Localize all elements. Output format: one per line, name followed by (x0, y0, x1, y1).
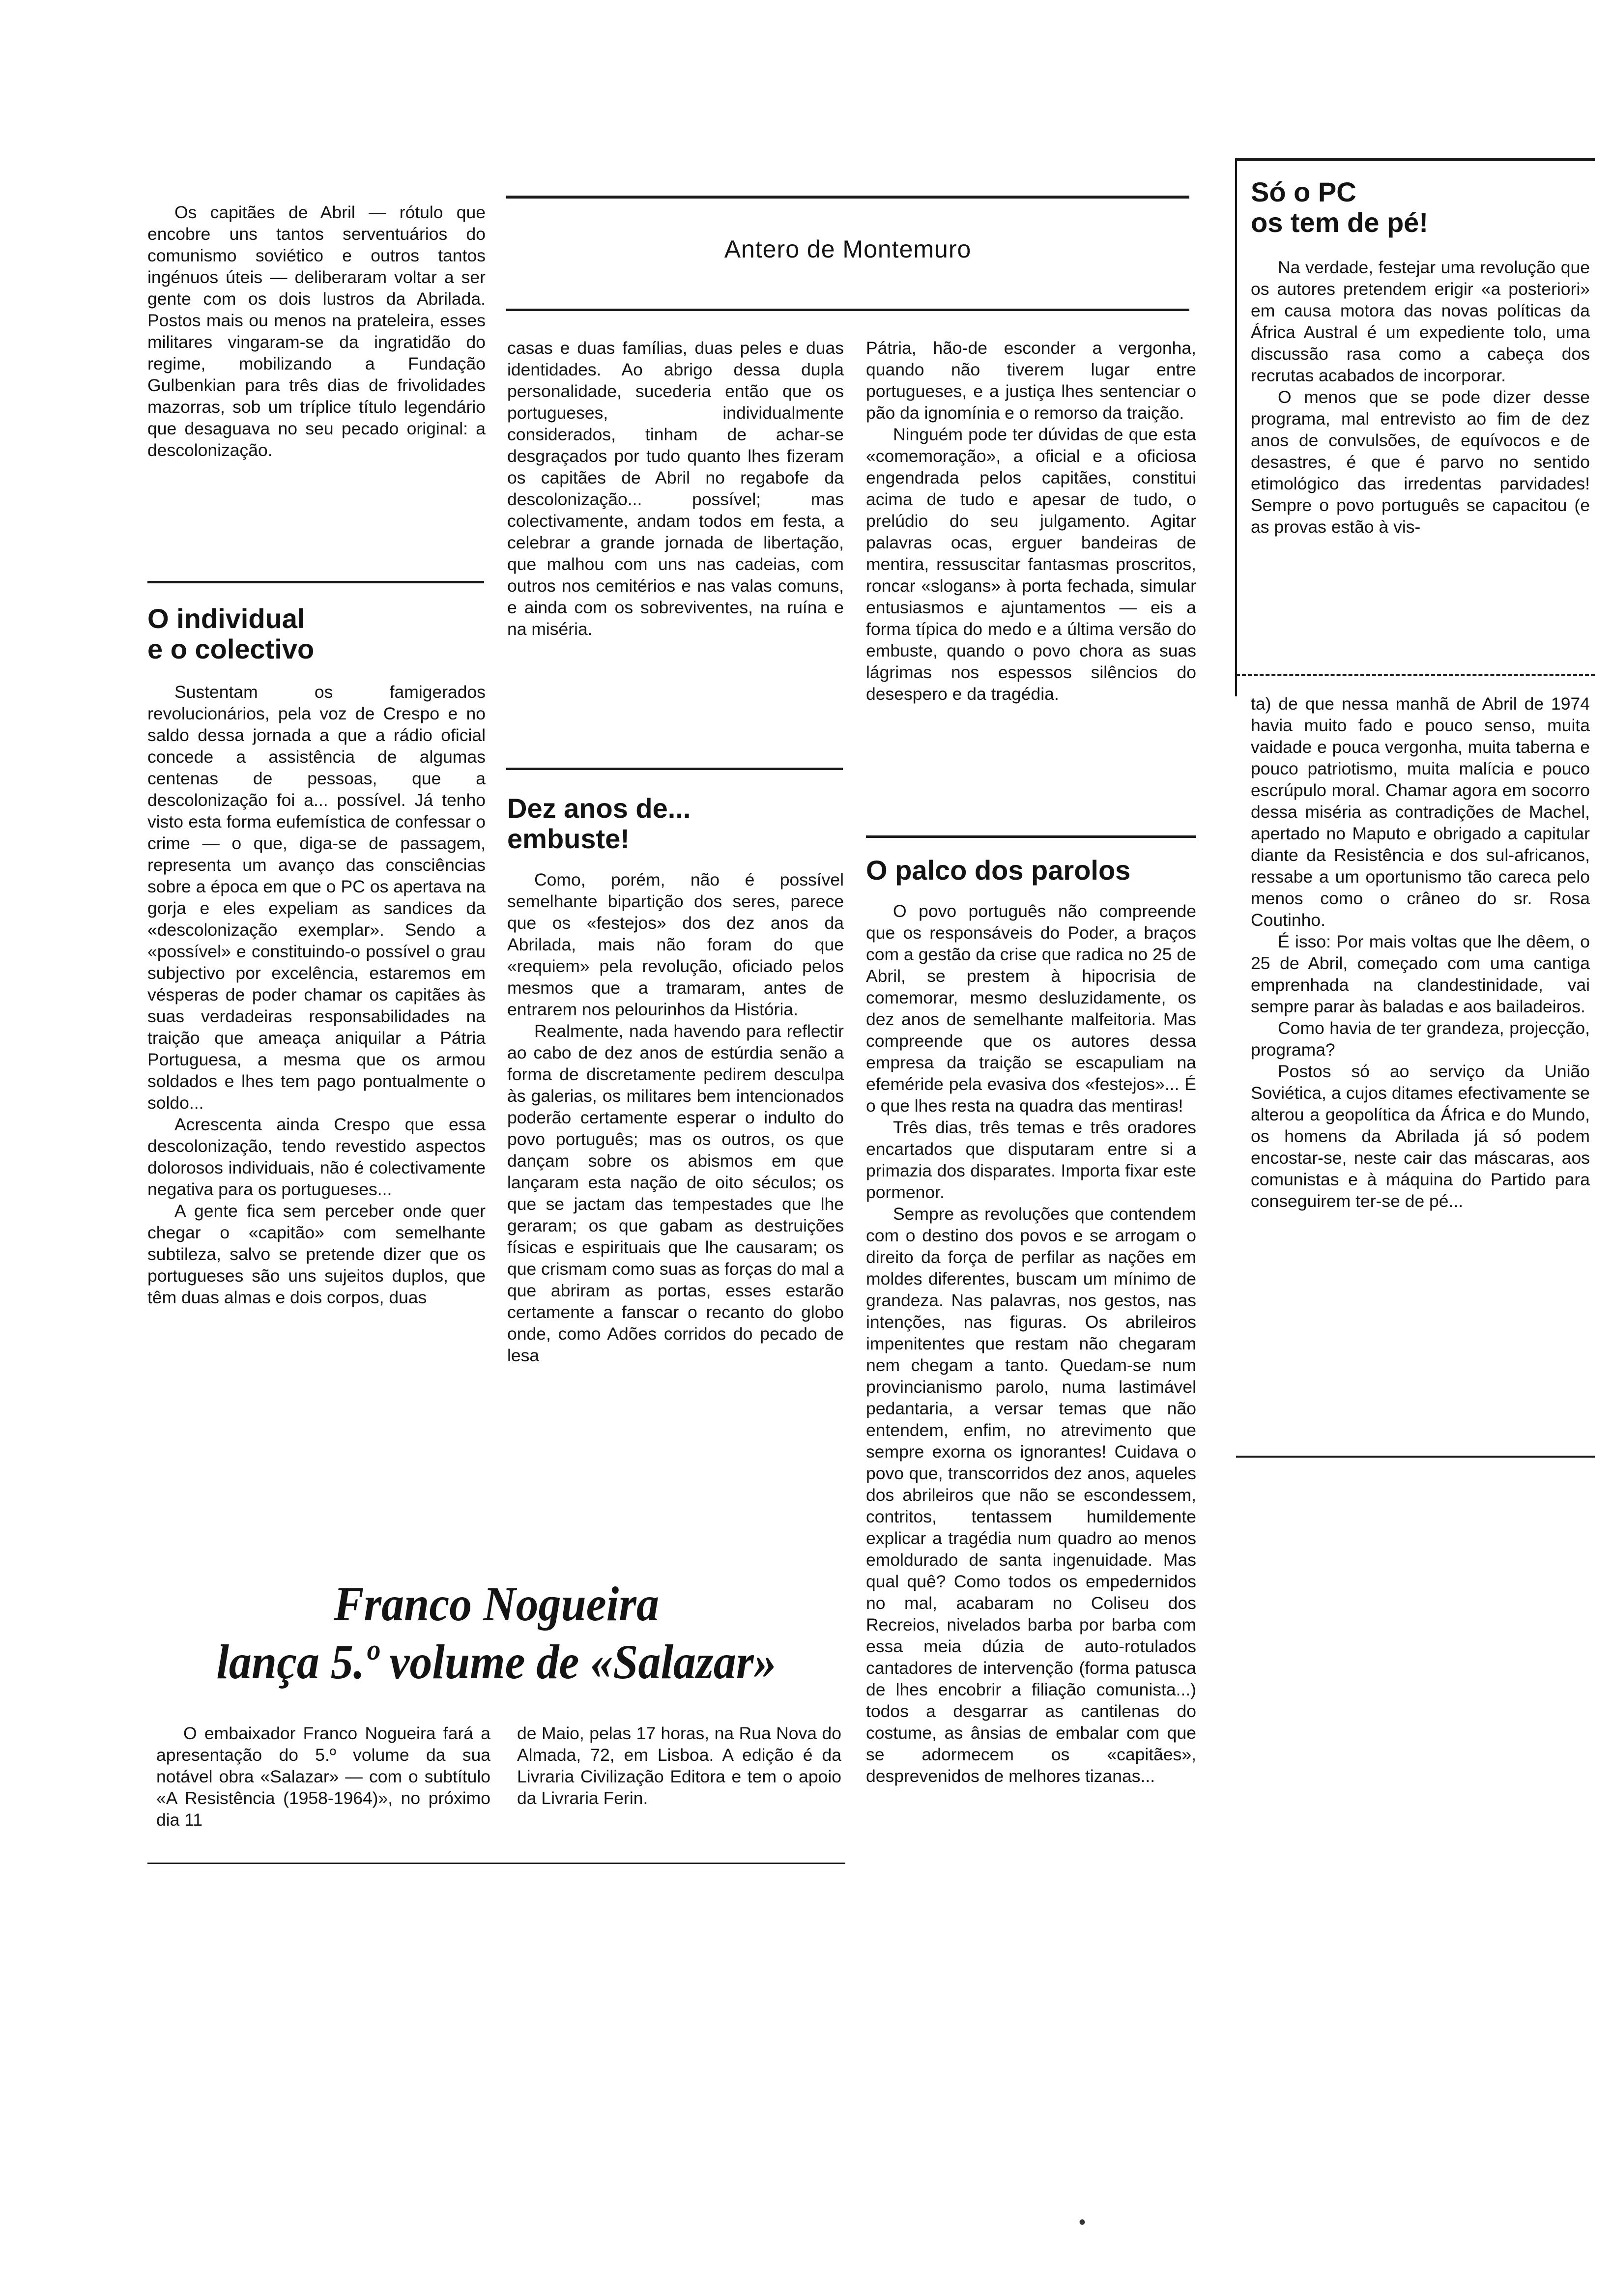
body-paragraph: Como havia de ter grandeza, projecção, programa? (1251, 1018, 1590, 1060)
continuation-paragraph: casas e duas famílias, duas peles e duas identidades. Ao abrigo dessa dupla personalidade, sucederia então que os portugueses, individualmente considerados, tinham de achar-se desgraçados por tudo quanto lhes fizeram os capitães de Abril no regabofe da descolonização... possível; mas colectivamente, andam todos em festa, a celebrar a grande jornada de libertação, que malhou com uns nas cadeias, com outros nos cemitérios e nas valas comuns, e ainda com os sobreviventes, na ruína e na miséria. (507, 338, 844, 639)
right-box-top-rule (1236, 158, 1595, 161)
left-column (147, 201, 486, 461)
body-paragraph: Realmente, nada havendo para reflectir ao cabo de dez anos de estúrdia senão a forma de discretamente pedirem desculpa às galerias, os militares bem intencionados poderão certamente esperar o indulto do povo português; mas os outros, os que dançam sobre os abismos em que lançaram esta nação de oito séculos; os que se jactam das tempestades que lhe geraram; os que gabam as destruições físicas e espirituais que lhe causaram; os que crismam como suas as forças do mal a que abriram as portas, esses estarão certamente a fanscar o recanto do globo onde, como Adões corridos do pecado de lesa (507, 1021, 844, 1365)
franco-article-text: de Maio, pelas 17 horas, na Rua Nova do Almada, 72, em Lisboa. A edição é da Livraria Civilização Editora e tem o apoio da Livraria Ferin. (517, 1723, 841, 1808)
heading-dez-anos-embuste: Dez anos de... embuste! (507, 793, 691, 854)
franco-nogueira-headline: Franco Nogueira lança 5.º volume de «Salazar» (216, 1577, 777, 1689)
body-paragraph: Como, porém, não é possível semelhante bipartição dos seres, parece que os «festejos» dos dez anos da Abrilada, mais não foram do que «requiem» pela revolução, oficiado pelos mesmos que a tramaram, antes de entrarem nos pelourinhos da História. (507, 870, 844, 1019)
body-paragraph: ta) de que nessa manhã de Abril de 1974 havia muito fado e pouco senso, muita vaidade e pouca vergonha, muita taberna e pouco patriotismo, muita malícia e pouco escrúpulo moral. Chamar agora em socorro dessa miséria as contradições de Machel, apertado no Maputo e obrigado a capitular diante da Resistência e dos sul-africanos, ressabe a um oportunismo tão careca pelo menos como o crâneo do sr. Rosa Coutinho. (1251, 694, 1590, 930)
body-paragraph: Ninguém pode ter dúvidas de que esta «comemoração», a oficial e a oficiosa engendrada pelos capitães, constitui acima de tudo e apesar de tudo, o prelúdio do seu julgamento. Agitar palavras ocas, erguer bandeiras de mentira, ressuscitar fantasmas proscritos, roncar «slogans» à porta fechada, simular entusiasmos e ajuntamentos — eis a forma típica do medo e a última versão do embuste, quando o povo chora as suas lágrimas nos espessos silêncios do desespero e da tragédia. (866, 425, 1196, 704)
right-column-bottom-rule (1236, 1456, 1595, 1458)
body-paragraph: Na verdade, festejar uma revolução que os autores pretendem erigir «a posteriori» em causa motora das novas políticas da África Austral é um expediente tolo, uma discussão rasa como a cabeça dos recrutas acabados de incorporar. (1251, 258, 1590, 385)
intro-paragraph: Os capitães de Abril — rótulo que encobre uns tantos serventuários do comunismo soviético e outros tantos ingénuos úteis — deliberaram voltar a ser gente com os dois lustros da Abrilada. Postos mais ou menos na prateleira, esses militares vingaram-se da ingratidão do regime, mobilizando a Fundação Gulbenkian para três dias de frivolidades mazorras, sob um tríplice título legendário que desaguava no seu pecado original: a descolonização. (147, 202, 486, 460)
middle-column (507, 337, 844, 640)
right-column-continued (1251, 693, 1590, 1212)
body-paragraph: O povo português não compreende que os responsáveis do Poder, a braços com a gestão da crise que radica no 25 de Abril, se prestem à hipocrisia de comemorar, mesmo desluzidamente, os dez anos de semelhante malfeitoria. Mas compreende que os autores dessa empresa da traição se escapuliam na efeméride pela evasiva dos «festejos»... É o que lhes resta na quadra das mentiras! (866, 901, 1196, 1116)
heading-so-o-pc: Só o PC os tem de pé! (1251, 176, 1428, 238)
header-bottom-rule (506, 309, 1189, 311)
body-paragraph: Sustentam os famigerados revolucionários, pela voz de Crespo e no saldo dessa jornada a que a rádio oficial concede a assistência de algumas centenas de pessoas, que a descolonização foi a... possível. Já tenho visto esta forma eufemística de confessar o crime — o que, diga-se de passagem, representa um avanço das consciências sobre a época em que o PC os apertava na gorja e eles expeliam as sandices da «descolonização exemplar». Sendo a «possível» e constituindo-o possível o grau subjectivo por excelência, estaremos em vésperas de poder chamar os capitães às suas verdadeiras responsabilidades na traição que ameaça aniquilar a Pátria Portuguesa, a mesma que os armou soldados e lhes tem pago pontualmente o soldo... (147, 682, 486, 1113)
franco-article-col1 (156, 1722, 490, 1831)
body-paragraph: Três dias, três temas e três oradores encartados que disputaram entre si a primazia dos disparates. Importa fixar este pormenor. (866, 1118, 1196, 1202)
right-box-left-rule (1235, 158, 1237, 696)
body-paragraph: A gente fica sem perceber onde quer chegar o «capitão» com semelhante subtileza, salvo se pretende dizer que os portugueses são uns sujeitos duplos, que têm duas almas e dois corpos, duas (147, 1201, 486, 1307)
right-middle-section-rule (866, 835, 1196, 838)
franco-article-bottom-rule (147, 1863, 845, 1864)
middle-column-section (507, 793, 844, 1366)
body-paragraph: Postos só ao serviço da União Soviética, a cujos ditames efectivamente se alterou a geopolítica da África e do Mundo, os homens da Abrilada já só podem encostar-se, neste cair das máscaras, aos comunistas e à máquina do Partido para conseguirem ter-se de pé... (1251, 1062, 1590, 1211)
body-paragraph: Acrescenta ainda Crespo que essa descolonização, tendo revestido aspectos dolorosos individuais, não é colectivamente negativa para os portugueses... (147, 1115, 486, 1199)
left-section-rule (147, 581, 484, 583)
right-middle-column (866, 337, 1196, 705)
body-paragraph: O menos que se pode dizer desse programa, mal entrevisto ao fim de dez anos de convulsões, de equívocos e de desastres, é que é parvo no sentido etimológico das irredentas parvidades! Sempre o povo português se capacitou (e as provas estão à vis- (1251, 387, 1590, 537)
body-paragraph: É isso: Por mais voltas que lhe dêem, o 25 de Abril, começado com uma cantiga emprenhada na clandestinidade, vai sempre parar às baladas e aos bailadeiros. (1251, 932, 1590, 1016)
body-paragraph: Sempre as revoluções que contendem com o destino dos povos e se arrogam o direito da força de perfilar as nações em moldes diferentes, buscam um mínimo de grandeza. Nas palavras, nos gestos, nas intenções, nas figuras. Os abrileiros impenitentes que restam não chegaram nem chegam a tanto. Quedam-se num provincianismo parolo, numa lastimável pedantaria, a versar temas que não entendem, enfim, no atrevimento que sempre exorna os ignorantes! Cuidava o povo que, transcorridos dez anos, aqueles dos abrileiros que não se escondessem, contritos, tentassem humildemente explicar a tragédia num quadro ao menos emoldurado de santa ingenuidade. Mas qual quê? Como todos os empedernidos no mal, acabaram no Coliseu dos Recreios, nivelados barba por barba com essa meia dúzia de auto-rotulados cantadores de intervenção (forma patusca de lhes encobrir a filiação comunista...) todos a desgarrar as cantilenas do costume, as ânsias de embalar com que se adormecem os «capitães», desprevenidos de melhores tizanas... (866, 1204, 1196, 1786)
franco-article-text: O embaixador Franco Nogueira fará a apresentação do 5.º volume da sua notável obra «Salazar» — com o subtítulo «A Resistência (1958-1964)», no próximo dia 11 (156, 1723, 490, 1830)
author-byline: Antero de Montemuro (724, 235, 972, 263)
franco-article-col2 (517, 1722, 841, 1809)
continuation-paragraph: Pátria, hão-de esconder a vergonha, quando não tiverem lugar entre portugueses, e a justiça lhes sentenciar o pão da ignomínia e o remorso da traição. (866, 338, 1196, 423)
heading-individual-colectivo: O individual e o colectivo (147, 603, 315, 664)
right-column (1251, 177, 1590, 538)
left-column-section (147, 603, 486, 1308)
header-top-rule (506, 196, 1189, 199)
print-dot: • (1079, 2211, 1086, 2233)
middle-section-rule (506, 768, 843, 770)
heading-palco-dos-parolos: O palco dos parolos (866, 855, 1131, 886)
right-box-dashed-rule (1236, 674, 1595, 676)
right-middle-column-section (866, 855, 1196, 1787)
